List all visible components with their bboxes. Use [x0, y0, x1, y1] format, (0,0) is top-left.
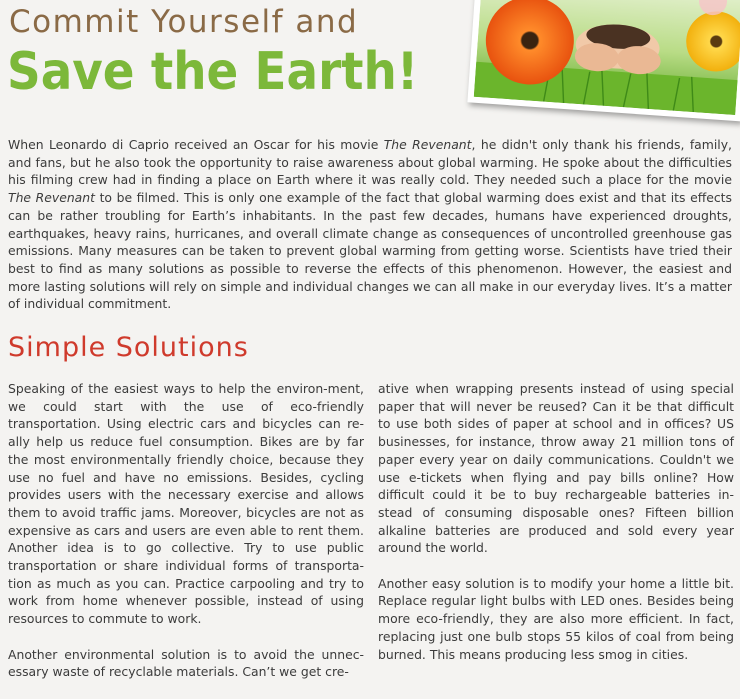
headline-line1: Commit Yourself and	[9, 4, 359, 40]
header-photo	[467, 0, 740, 121]
body-paragraph: Speaking of the easiest ways to help the environ-ment, we could start with the use of eco-friendly transportation. Using electric cars and bicycles can re-ally help us reduce fuel consumption. Bikes are by far the most environmentally friendly choice, because they use no fuel and have no emissions. Besides, cycling provides users with the necessary exercise and allows them to avoid traffic jams. Moreover, bicycles are not as expensive as cars and users are even able to rent them. Another idea is to go collective. Try to use public transportation or share individual forms of transporta-tion as much as you can. Practice carpooling and try to work from home whenever possible, instead of using resources to commute to work.	[8, 381, 364, 627]
body-paragraph: ative when wrapping presents instead of using special paper that will never be reused? Can it be that difficult to use both sides of paper at school and in offices? US businesses, for instance, throw away 21 million tons of paper every year on daily communications. Couldn't we use e-tickets when flying and pay bills online? How difficult could it be to buy rechargeable batteries in-stead of consuming disposable ones? Fifteen billion alkaline batteries are produced and sold every year around the world.	[378, 381, 734, 556]
right-column	[378, 380, 734, 681]
movie-title: The Revenant	[8, 190, 95, 206]
movie-title: The Revenant	[383, 137, 472, 152]
hands-holding-seedling-with-flowers-photo	[474, 0, 740, 115]
section-heading: Simple Solutions	[8, 332, 249, 363]
left-column	[8, 380, 364, 699]
body-paragraph: Another environmental solution is to avoid the unnec-essary waste of recyclable materials. Can’t we get cre-	[8, 646, 364, 680]
headline-line2: Save the Earth!	[7, 42, 419, 102]
body-paragraph: Another easy solution is to modify your home a little bit. Replace regular light bulbs with LED ones. Besides being more eco-friendly, they are also more efficient. In fact, replacing just one bulb stops 55 kilos of coal from being burned. This means producing less smog in cities.	[378, 575, 734, 662]
intro-paragraph: When Leonardo di Caprio received an Oscar for his movie The Revenant, he didn't only thank his friends, family, and fans, but he also took the opportunity to raise awareness about global warming. He spoke about the difficulties his filming crew had in finding a place on Earth where it was really cold. They needed such a place for the movie The Revenant to be filmed. This is only one example of the fact that global warming does exist and that its effects can be rather troubling for Earth’s inhabitants. In the past few decades, humans have experienced droughts, earthquakes, heavy rains, hurricanes, and overall climate change as consequences of uncontrolled greenhouse gas emissions. Many measures can be taken to prevent global warming from getting worse. Scientists have tried their best to find as many solutions as possible to reverse the effects of this phenomenon. However, the easiest and more lasting solutions will rely on simple and individual changes we can all make in our everyday lives. It’s a matter of individual commitment.	[8, 137, 732, 312]
